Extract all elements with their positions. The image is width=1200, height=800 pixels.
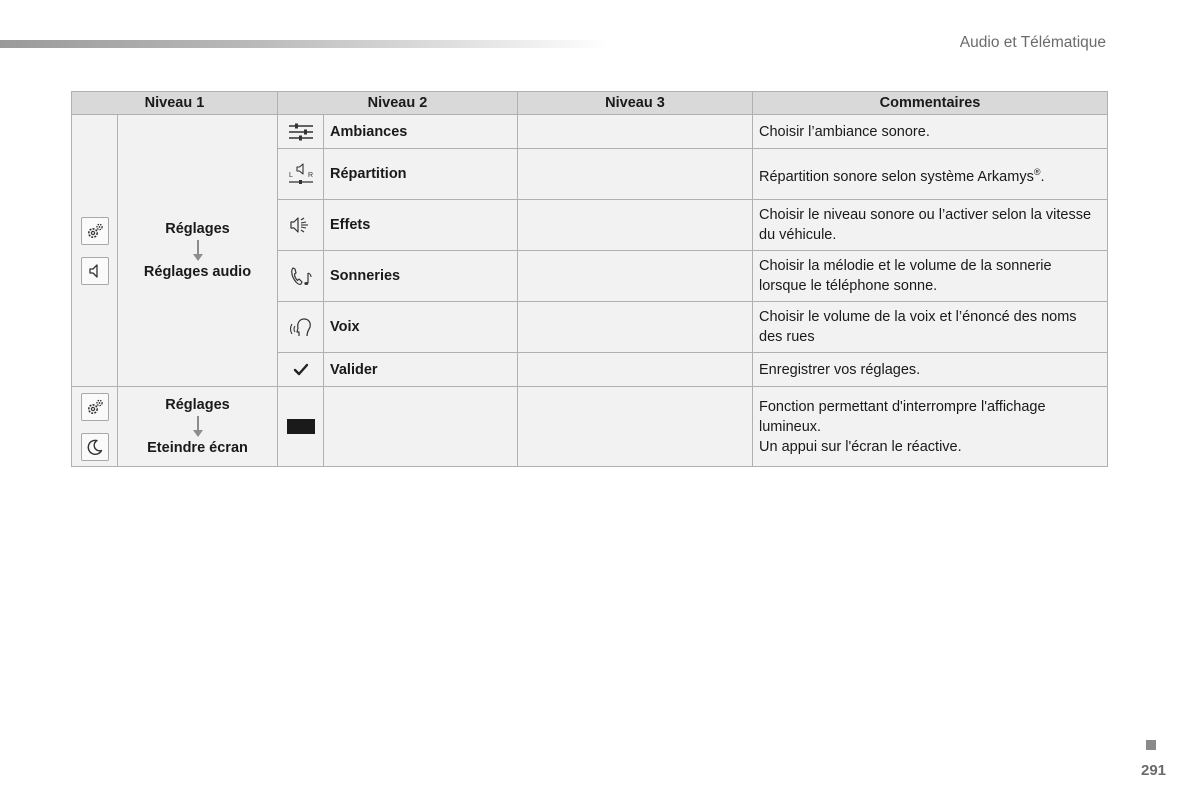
level2-label-voix: Voix bbox=[324, 302, 518, 353]
level2-icon-cell bbox=[278, 115, 324, 149]
comment-cell: Choisir l’ambiance sonore. bbox=[753, 115, 1108, 149]
comment-line: Fonction permettant d'interrompre l'affichage lumineux. bbox=[759, 398, 1046, 435]
level1-labels-cell bbox=[118, 387, 278, 467]
comment-text: Répartition sonore selon système Arkamys bbox=[759, 168, 1034, 185]
page-number: 291 bbox=[1141, 762, 1167, 779]
level3-cell bbox=[518, 149, 753, 200]
left-right-speaker-icon bbox=[287, 162, 315, 186]
comment-cell: Choisir le volume de la voix et l’énoncé des noms des rues bbox=[753, 302, 1108, 353]
header-decorative-bar bbox=[0, 40, 610, 48]
level2-label-empty bbox=[324, 387, 518, 467]
phone-music-note-icon bbox=[288, 264, 314, 288]
section-title: Audio et Télématique bbox=[959, 34, 1106, 51]
svg-text:L: L bbox=[288, 172, 293, 179]
level2-icon-cell bbox=[278, 149, 324, 200]
level3-cell bbox=[518, 115, 753, 149]
comment-cell: Enregistrer vos réglages. bbox=[753, 353, 1108, 387]
down-arrow-icon bbox=[193, 240, 203, 261]
comment-cell bbox=[753, 387, 1108, 467]
level3-cell bbox=[518, 353, 753, 387]
settings-gears-icon bbox=[81, 217, 109, 245]
level2-icon-cell bbox=[278, 387, 324, 467]
level2-label-repartition: Répartition bbox=[324, 149, 518, 200]
level3-cell bbox=[518, 387, 753, 467]
svg-text:R: R bbox=[307, 172, 313, 179]
level1-label-reglages-audio: Réglages audio bbox=[143, 264, 252, 280]
table-row bbox=[72, 387, 1108, 467]
level1-labels-cell bbox=[118, 115, 278, 387]
level2-icon-cell bbox=[278, 251, 324, 302]
comment-cell: Choisir la mélodie et le volume de la sonnerie lorsque le téléphone sonne. bbox=[753, 251, 1108, 302]
level2-icon-cell bbox=[278, 353, 324, 387]
page-marker-square bbox=[1146, 740, 1156, 750]
level2-icon-cell bbox=[278, 302, 324, 353]
registered-mark: ® bbox=[1033, 166, 1041, 177]
table-header-row bbox=[72, 92, 1108, 115]
voice-head-icon bbox=[288, 316, 314, 338]
speaker-sound-waves-icon bbox=[288, 215, 314, 235]
level3-cell bbox=[518, 200, 753, 251]
level2-label-valider: Valider bbox=[324, 353, 518, 387]
level3-cell bbox=[518, 251, 753, 302]
column-header-commentaires: Commentaires bbox=[753, 92, 1108, 115]
column-header-niveau-2: Niveau 2 bbox=[278, 92, 518, 115]
comment-line: Un appui sur l'écran le réactive. bbox=[759, 438, 962, 455]
black-screen-icon bbox=[287, 419, 315, 434]
level2-icon-cell bbox=[278, 200, 324, 251]
down-arrow-icon bbox=[193, 416, 203, 437]
comment-cell: Choisir le niveau sonore ou l’activer selon la vitesse du véhicule. bbox=[753, 200, 1108, 251]
equalizer-sliders-icon bbox=[288, 122, 314, 142]
settings-gears-icon bbox=[81, 393, 109, 421]
level1-icons-cell bbox=[72, 115, 118, 387]
level1-label-reglages: Réglages bbox=[165, 221, 230, 237]
level2-label-effets: Effets bbox=[324, 200, 518, 251]
level2-label-ambiances: Ambiances bbox=[324, 115, 518, 149]
level2-label-sonneries: Sonneries bbox=[324, 251, 518, 302]
comment-cell bbox=[753, 149, 1108, 200]
settings-table bbox=[71, 91, 1108, 467]
column-header-niveau-3: Niveau 3 bbox=[518, 92, 753, 115]
speaker-icon bbox=[81, 257, 109, 285]
comment-end: . bbox=[1040, 168, 1045, 185]
checkmark-icon bbox=[292, 362, 310, 378]
moon-icon bbox=[81, 433, 109, 461]
level1-label-reglages: Réglages bbox=[165, 397, 230, 413]
column-header-niveau-1: Niveau 1 bbox=[72, 92, 278, 115]
level1-icons-cell bbox=[72, 387, 118, 467]
table-row bbox=[72, 115, 1108, 149]
level1-label-eteindre-ecran: Eteindre écran bbox=[147, 440, 248, 456]
level3-cell bbox=[518, 302, 753, 353]
